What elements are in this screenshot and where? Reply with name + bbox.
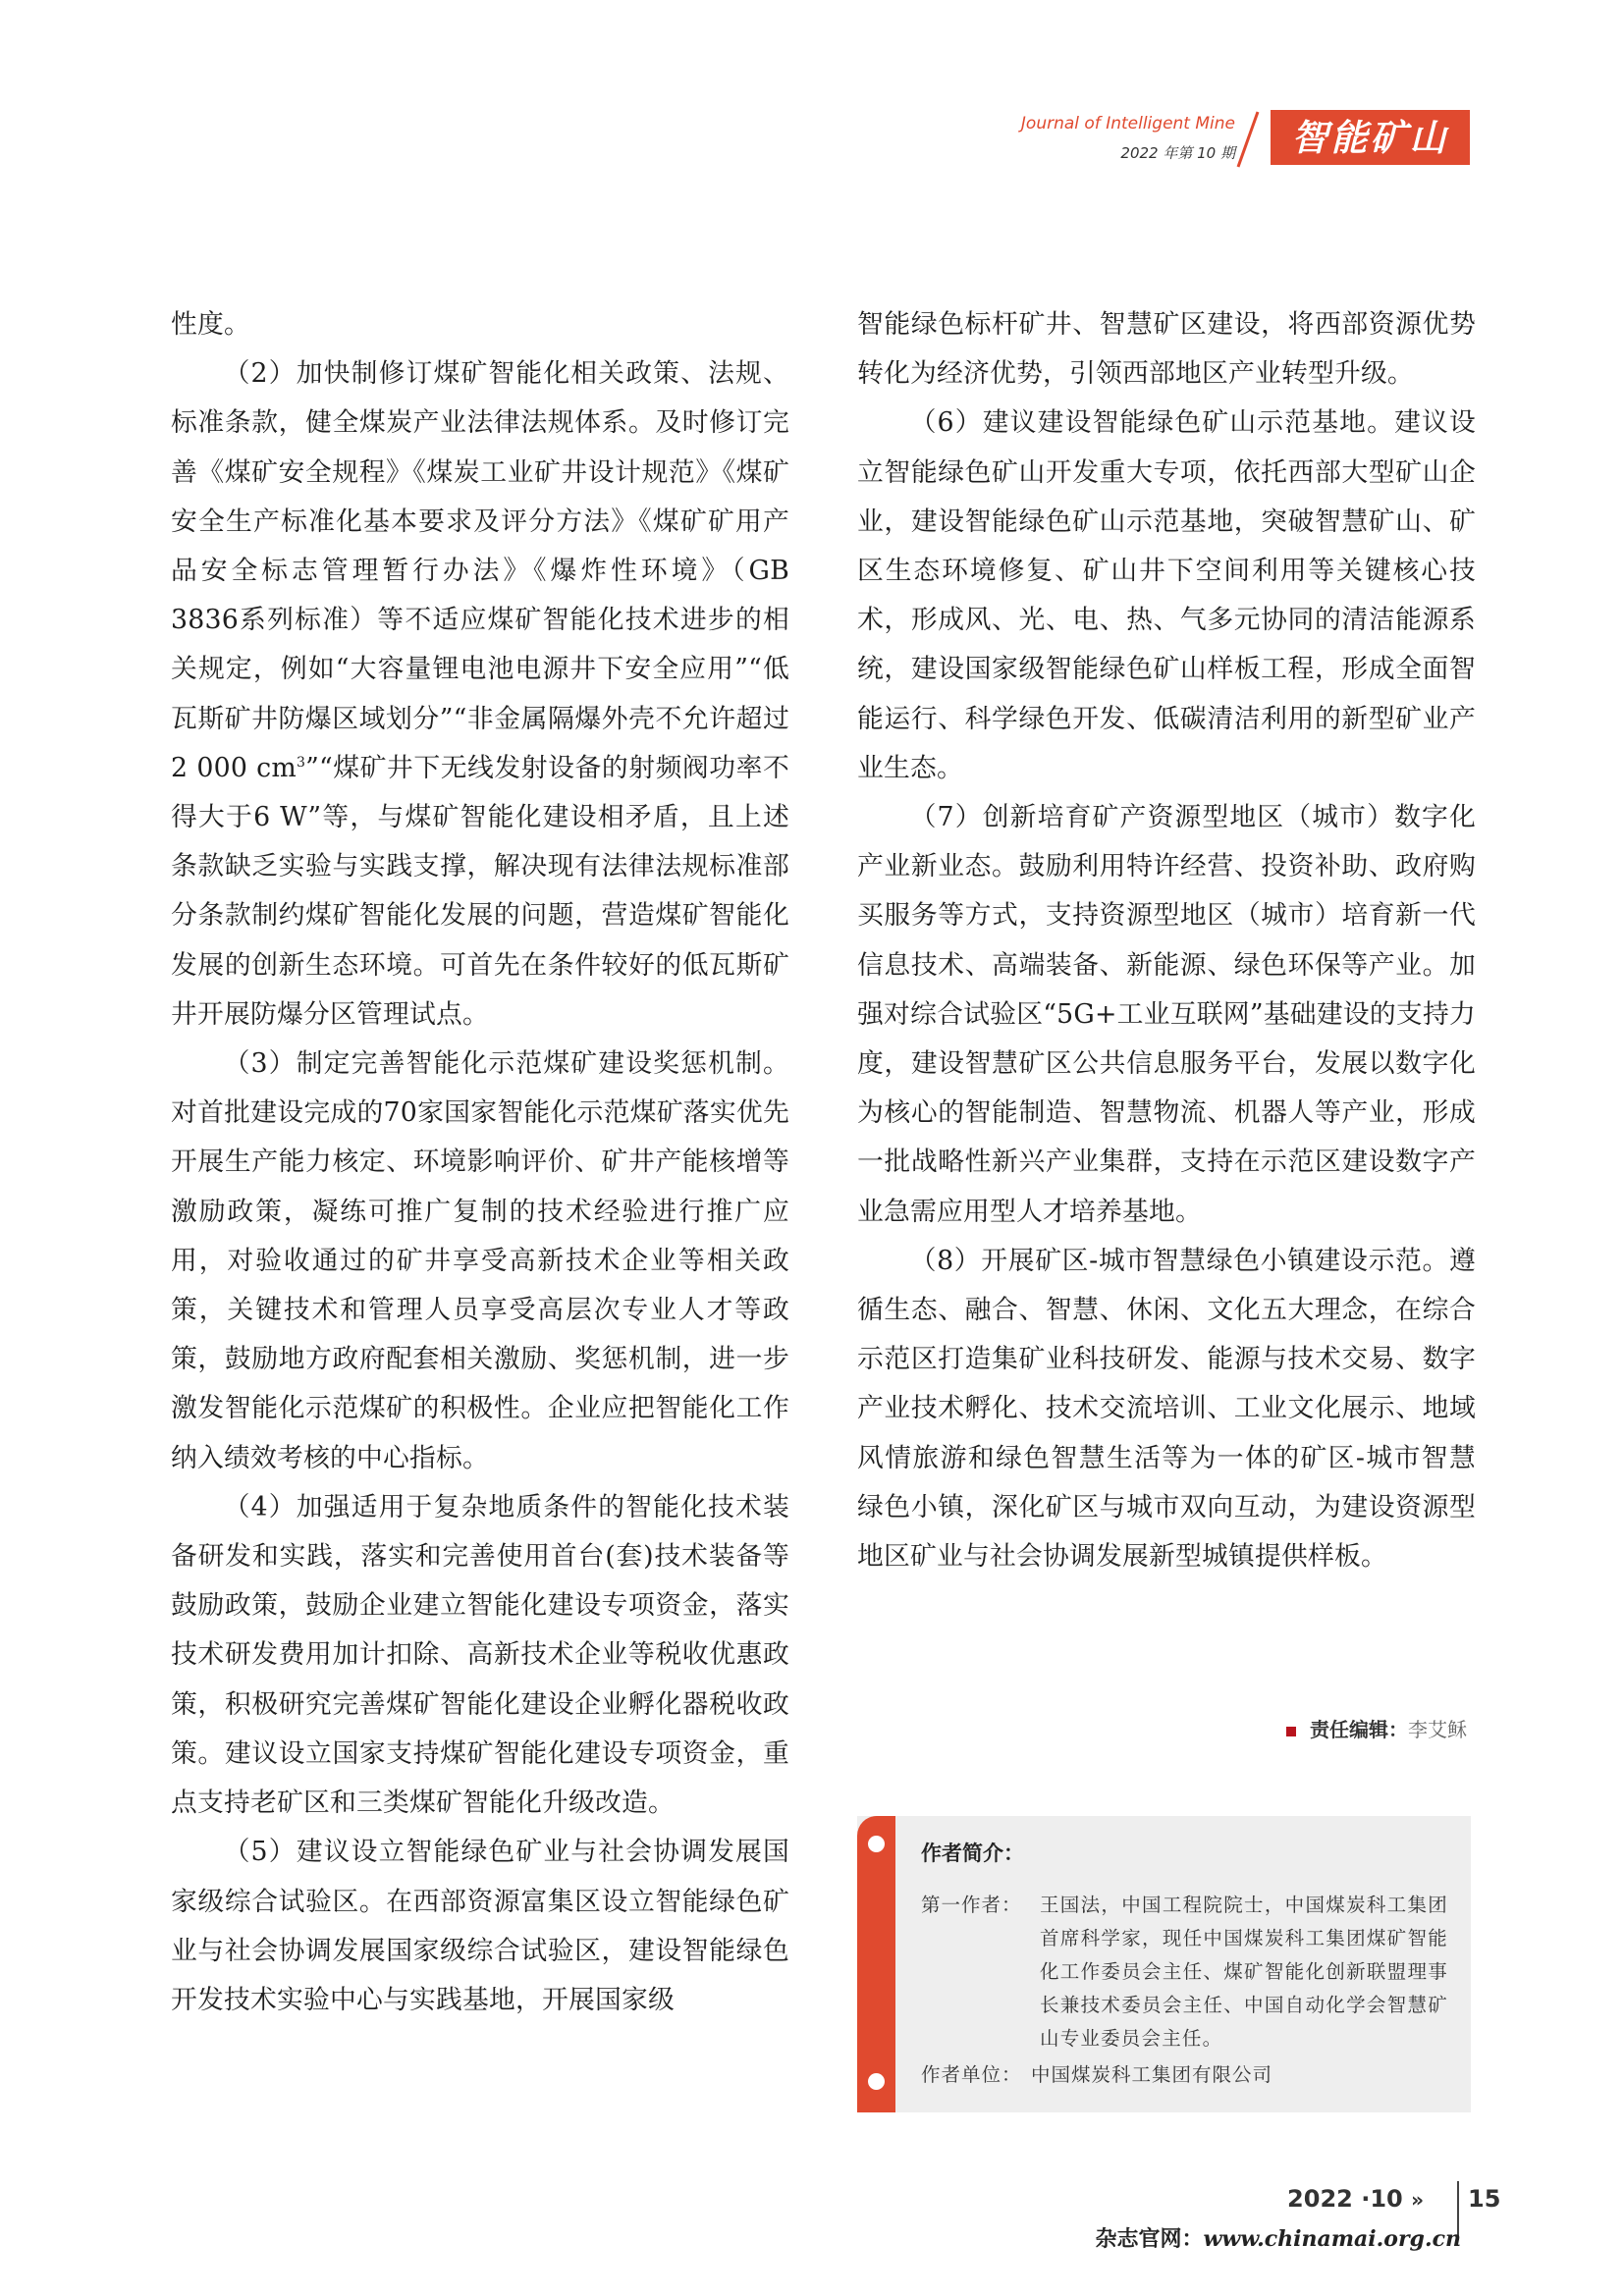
editor-name: 李艾稣 [1408,1718,1467,1741]
left-column [171,300,789,2025]
website-url[interactable]: www.chinamai.org.cn [1203,2226,1461,2252]
editor-credit [1286,1714,1467,1742]
editor-label: 责任编辑： [1310,1718,1408,1741]
footer-date-text: 2022 ·10 [1287,2185,1403,2213]
author-box-accent-bar [857,1816,895,2112]
journal-logo: 智能矿山 [1271,110,1470,165]
paragraph: （5）建议设立智能绿色矿业与社会协调发展国家级综合试验区。在西部资源富集区设立智能绿色矿业与社会协调发展国家级综合试验区，建设智能绿色开发技术实验中心与实践基地，开展国家级 [171,1837,789,2015]
author-unit-text: 中国煤炭科工集团有限公司 [1031,2063,1273,2086]
page-number: 15 [1468,2185,1501,2213]
circle-bullet-icon [868,1836,885,1852]
square-bullet-icon [1286,1727,1296,1736]
first-author-label: 第一作者： [921,1894,1022,1916]
first-author-text: 王国法，中国工程院院士，中国煤炭科工集团首席科学家，现任中国煤炭科工集团煤矿智能化工作委员会主任、煤矿智能化创新联盟理事长兼技术委员会主任、中国自动化学会智慧矿山专业委员会主任。 [1040,1894,1448,2050]
paragraph: （3）制定完善智能化示范煤矿建设奖惩机制。对首批建设完成的70家国家智能化示范煤矿落实优先开展生产能力核定、环境影响评价、矿井产能核增等激励政策，凝练可推广复制的技术经验进行推广应用，对验收通过的矿井享受高新技术企业等相关政策，关键技术和管理人员享受高层次专业人才等政策，鼓励地方政府配套相关激励、奖惩机制，进一步激发智能化示范煤矿的积极性。企业应把智能化工作纳入绩效考核的中心指标。 [171,1048,789,1473]
header-slash-icon [1232,110,1262,169]
author-info-box [857,1816,1471,2112]
circle-bullet-icon [868,2073,885,2090]
right-column [857,300,1476,1581]
paragraph: （6）建议建设智能绿色矿山示范基地。建议设立智能绿色矿山开发重大专项，依托西部大型矿山企业，建设智能绿色矿山示范基地，突破智慧矿山、矿区生态环境修复、矿山井下空间利用等关键核心技术，形成风、光、电、热、气多元协同的清洁能源系统，建设国家级智能绿色矿山样板工程，形成全面智能运行、科学绿色开发、低碳清洁利用的新型矿业产业生态。 [857,407,1476,783]
paragraph: 智能绿色标杆矿井、智慧矿区建设，将西部资源优势转化为经济优势，引领西部地区产业转型升级。 [857,309,1476,390]
double-chevron-icon: » [1411,2188,1424,2212]
footer-date [1287,2185,1424,2213]
paragraph-text: ”“煤矿井下无线发射设备的射频阀功率不得大于6 W”等，与煤矿智能化建设相矛盾，且上述条款缺乏实验与实践支撑，解决现有法律法规标准部分条款制约煤矿智能化发展的问题，营造煤矿智能化发展的创新生态环境。可首先在条件较好的低瓦斯矿井开展防爆分区管理试点。 [171,752,790,1030]
paragraph [171,349,789,1040]
paragraph: （7）创新培育矿产资源型地区（城市）数字化产业新业态。鼓励利用特许经营、投资补助、政府购买服务等方式，支持资源型地区（城市）培育新一代信息技术、高端装备、新能源、绿色环保等产业。加强对综合试验区“5G+工业互联网”基础建设的支持力度，建设智慧矿区公共信息服务平台，发展以数字化为核心的智能制造、智慧物流、机器人等产业，形成一批战略性新兴产业集群，支持在示范区建设数字产业急需应用型人才培养基地。 [857,802,1476,1227]
journal-website [1095,2222,1461,2253]
superscript: 3 [296,754,306,771]
paragraph: （8）开展矿区-城市智慧绿色小镇建设示范。遵循生态、融合、智慧、休闲、文化五大理念，在综合示范区打造集矿业科技研发、能源与技术交易、数字产业技术孵化、技术交流培训、工业文化展示、地域风情旅游和绿色智慧生活等为一体的矿区-城市智慧绿色小镇，深化矿区与城市双向互动，为建设资源型地区矿业与社会协调发展新型城镇提供样板。 [857,1245,1476,1573]
website-label: 杂志官网： [1095,2227,1204,2252]
author-unit-label: 作者单位： [921,2063,1022,2086]
paragraph: 性度。 [171,309,250,340]
paragraph: （4）加强适用于复杂地质条件的智能化技术装备研发和实践，落实和完善使用首台(套)技术装备等鼓励政策，鼓励企业建立智能化建设专项资金，落实技术研发费用加计扣除、高新技术企业等税收优惠政策，积极研究完善煤矿智能化建设企业孵化器税收政策。建议设立国家支持煤矿智能化建设专项资金，重点支持老矿区和三类煤矿智能化升级改造。 [171,1491,789,1819]
paragraph-text: （2）加快制修订煤矿智能化相关政策、法规、标准条款，健全煤炭产业法律法规体系。及时修订完善《煤矿安全规程》《煤炭工业矿井设计规范》《煤矿安全生产标准化基本要求及评分方法》《煤矿矿用产品安全标志管理暂行办法》《爆炸性环境》（GB 3836系列标准）等不适应煤矿智能化技术进步的相关规定，例如“大容量锂电池电源井下安全应用”“低瓦斯矿井防爆区域划分”“非金属隔爆外壳不允许超过2 000 cm [171,358,789,783]
issue-label: 2022 年第 10 期 [1120,144,1235,162]
author-box-title: 作者简介： [921,1842,1024,1865]
journal-english-title: Journal of Intelligent Mine [1020,114,1235,133]
